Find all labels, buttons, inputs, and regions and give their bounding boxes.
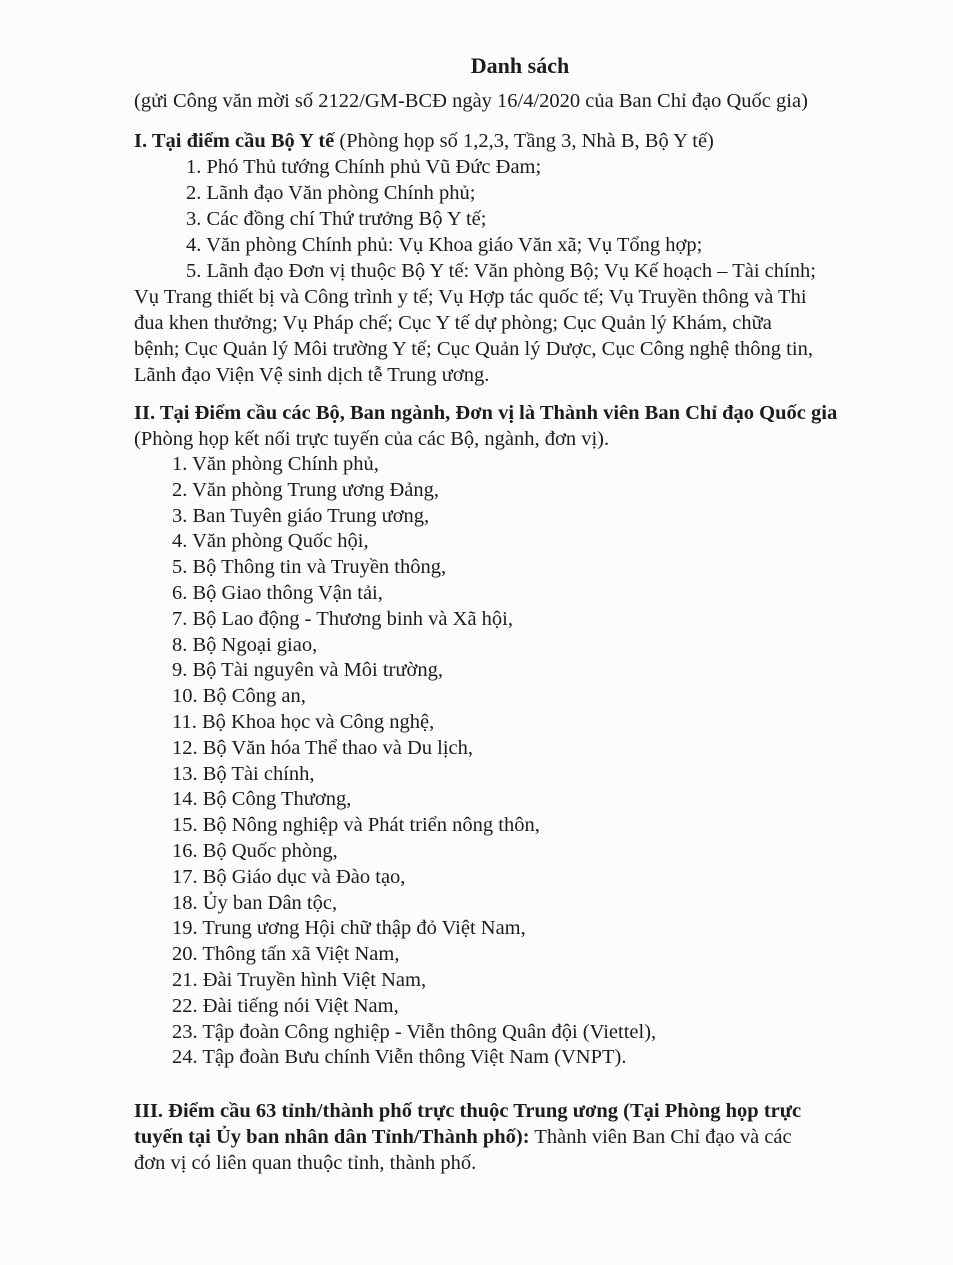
section1-heading-rest: (Phòng họp số 1,2,3, Tầng 3, Nhà B, Bộ Y tế) [334,130,714,152]
section2-item: 22. Đài tiếng nói Việt Nam, [172,994,399,1017]
section2-item: 12. Bộ Văn hóa Thể thao và Du lịch, [172,736,473,759]
section2-item: 17. Bộ Giáo dục và Đào tạo, [172,865,406,888]
section2-subheading: (Phòng họp kết nối trực tuyến của các Bộ, ngành, đơn vị). [134,428,610,450]
section1-item: 2. Lãnh đạo Văn phòng Chính phủ; [186,182,476,204]
section2-item: 18. Ủy ban Dân tộc, [172,891,338,914]
section2-item: 7. Bộ Lao động - Thương binh và Xã hội, [172,607,513,630]
section2-item: 10. Bộ Công an, [172,685,306,708]
section2-item: 1. Văn phòng Chính phủ, [172,453,379,475]
section3-line3: đơn vị có liên quan thuộc tỉnh, thành phố. [134,1152,477,1174]
section2-item: 8. Bộ Ngoại giao, [172,633,318,656]
section3-line2 [134,1124,792,1150]
section2-item: 5. Bộ Thông tin và Truyền thông, [172,556,447,579]
section2-item: 4. Văn phòng Quốc hội, [172,530,369,553]
section2-item: 9. Bộ Tài nguyên và Môi trường, [172,659,443,682]
section1-item5-line: Lãnh đạo Viện Vệ sinh dịch tễ Trung ương. [134,364,490,386]
section2-item: 3. Ban Tuyên giáo Trung ương, [172,504,430,527]
section2-item: 11. Bộ Khoa học và Công nghệ, [172,711,435,733]
section2-item: 15. Bộ Nông nghiệp và Phát triển nông thôn, [172,814,540,837]
section1-item5-line: 5. Lãnh đạo Đơn vị thuộc Bộ Y tế: Văn phòng Bộ; Vụ Kế hoạch – Tài chính; [186,260,816,282]
section1-item5-line: Vụ Trang thiết bị và Công trình y tế; Vụ Hợp tác quốc tế; Vụ Truyền thông và Thi [134,286,807,308]
section2-item: 21. Đài Truyền hình Việt Nam, [172,969,427,991]
document-subtitle: (gửi Công văn mời số 2122/GM-BCĐ ngày 16/4/2020 của Ban Chỉ đạo Quốc gia) [134,90,808,112]
section1-item: 4. Văn phòng Chính phủ: Vụ Khoa giáo Văn xã; Vụ Tổng hợp; [186,234,703,256]
section3-line1: III. Điểm cầu 63 tỉnh/thành phố trực thuộc Trung ương (Tại Phòng họp trực [134,1100,802,1122]
section1-item5-line: đua khen thưởng; Vụ Pháp chế; Cục Y tế dự phòng; Cục Quản lý Khám, chữa [134,312,772,334]
document-title: Danh sách [470,53,570,78]
section2-item: 24. Tập đoàn Bưu chính Viễn thông Việt Nam (VNPT). [172,1046,627,1069]
section1-item5-line: bệnh; Cục Quản lý Môi trường Y tế; Cục Quản lý Dược, Cục Công nghệ thông tin, [134,338,813,360]
section1-heading-bold: I. Tại điểm cầu Bộ Y tế [134,130,335,152]
section2-item: 16. Bộ Quốc phòng, [172,840,338,862]
section2-item: 2. Văn phòng Trung ương Đảng, [172,478,440,501]
section1-item: 3. Các đồng chí Thứ trưởng Bộ Y tế; [186,208,487,230]
section3-line2-bold: tuyến tại Ủy ban nhân dân Tỉnh/Thành phố): [134,1126,530,1148]
section2-item: 23. Tập đoàn Công nghiệp - Viễn thông Quân đội (Viettel), [172,1020,657,1043]
section2-item: 20. Thông tấn xã Việt Nam, [172,943,400,966]
section3-line2-rest: Thành viên Ban Chỉ đạo và các [529,1126,792,1148]
section2-item: 13. Bộ Tài chính, [172,762,315,785]
section2-item: 6. Bộ Giao thông Vận tải, [172,582,383,604]
section1-heading [134,128,714,154]
section1-item: 1. Phó Thủ tướng Chính phủ Vũ Đức Đam; [186,156,542,178]
section2-item: 14. Bộ Công Thương, [172,788,352,811]
section2-heading: II. Tại Điểm cầu các Bộ, Ban ngành, Đơn vị là Thành viên Ban Chỉ đạo Quốc gia [134,402,838,424]
section2-item: 19. Trung ương Hội chữ thập đỏ Việt Nam, [172,917,526,940]
